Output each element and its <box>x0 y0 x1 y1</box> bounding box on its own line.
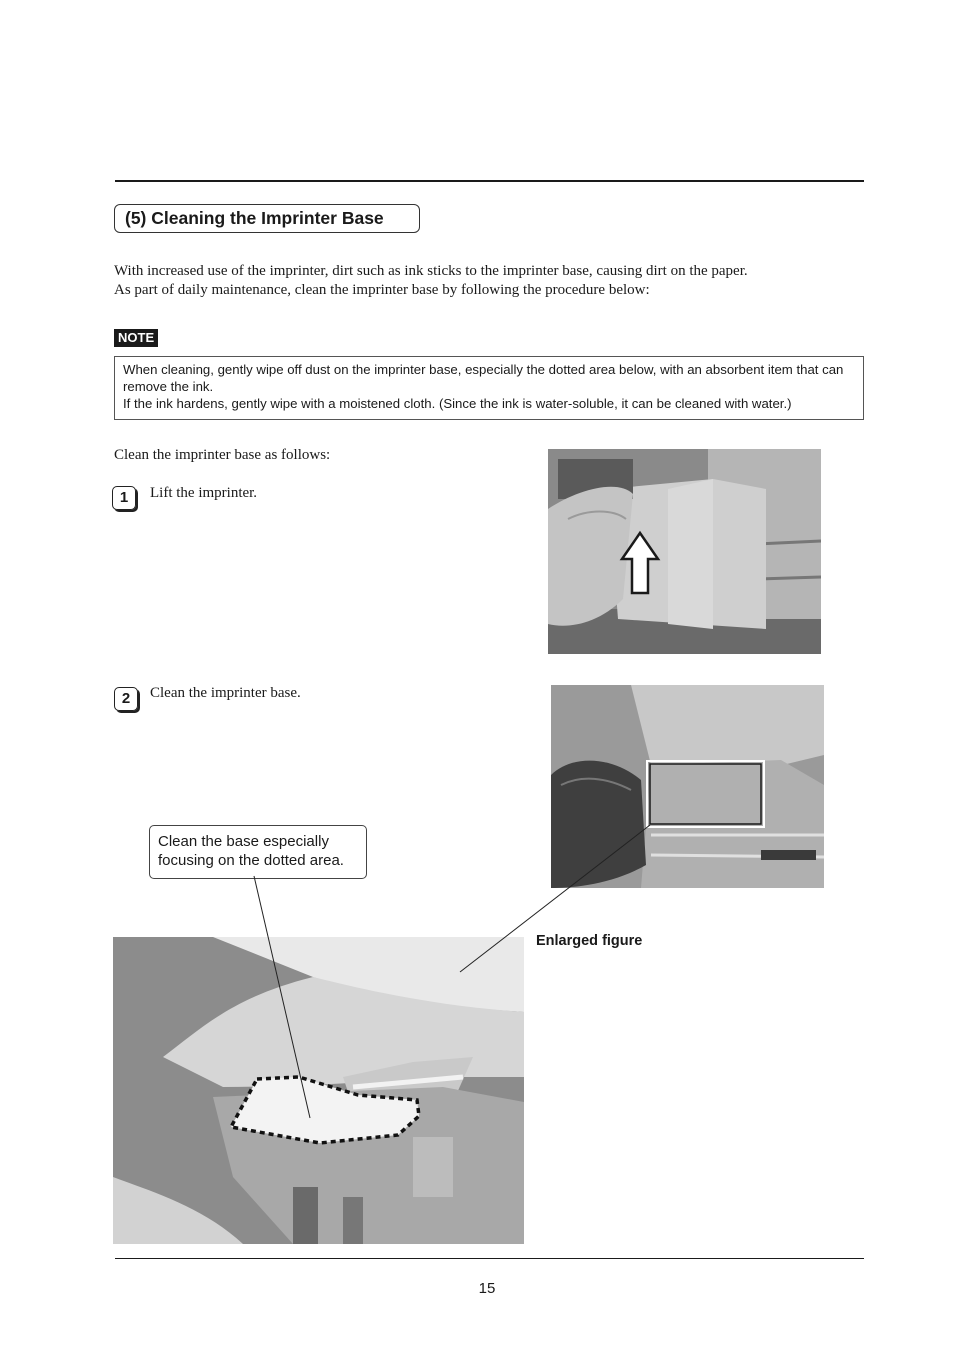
step-2-text: Clean the imprinter base. <box>150 685 301 701</box>
note-line-2: If the ink hardens, gently wipe with a moistened cloth. (Since the ink is water-soluble, it can be cleaned with water.) <box>123 396 792 411</box>
page-number: 15 <box>478 1280 496 1297</box>
note-line-1: When cleaning, gently wipe off dust on the imprinter base, especially the dotted area below, with an absorbent item that can remove the ink. <box>123 362 844 394</box>
step-2-number: 2 <box>114 687 138 711</box>
note-tag: NOTE <box>114 329 158 347</box>
step-1-number: 1 <box>112 486 136 510</box>
enlarged-figure-caption: Enlarged figure <box>536 933 643 949</box>
step-1-text: Lift the imprinter. <box>150 485 258 501</box>
bottom-rule <box>115 1258 864 1259</box>
section-title: (5) Cleaning the Imprinter Base <box>114 204 420 233</box>
procedure-intro: Clean the imprinter base as follows: <box>114 447 331 463</box>
intro-line-1: With increased use of the imprinter, dirt such as ink sticks to the imprinter base, causing dirt on the paper. <box>114 263 748 279</box>
intro-line-2: As part of daily maintenance, clean the imprinter base by following the procedure below: <box>114 282 650 298</box>
callout-line-1: Clean the base especially <box>158 833 329 850</box>
callout-line-2: focusing on the dotted area. <box>158 852 344 869</box>
